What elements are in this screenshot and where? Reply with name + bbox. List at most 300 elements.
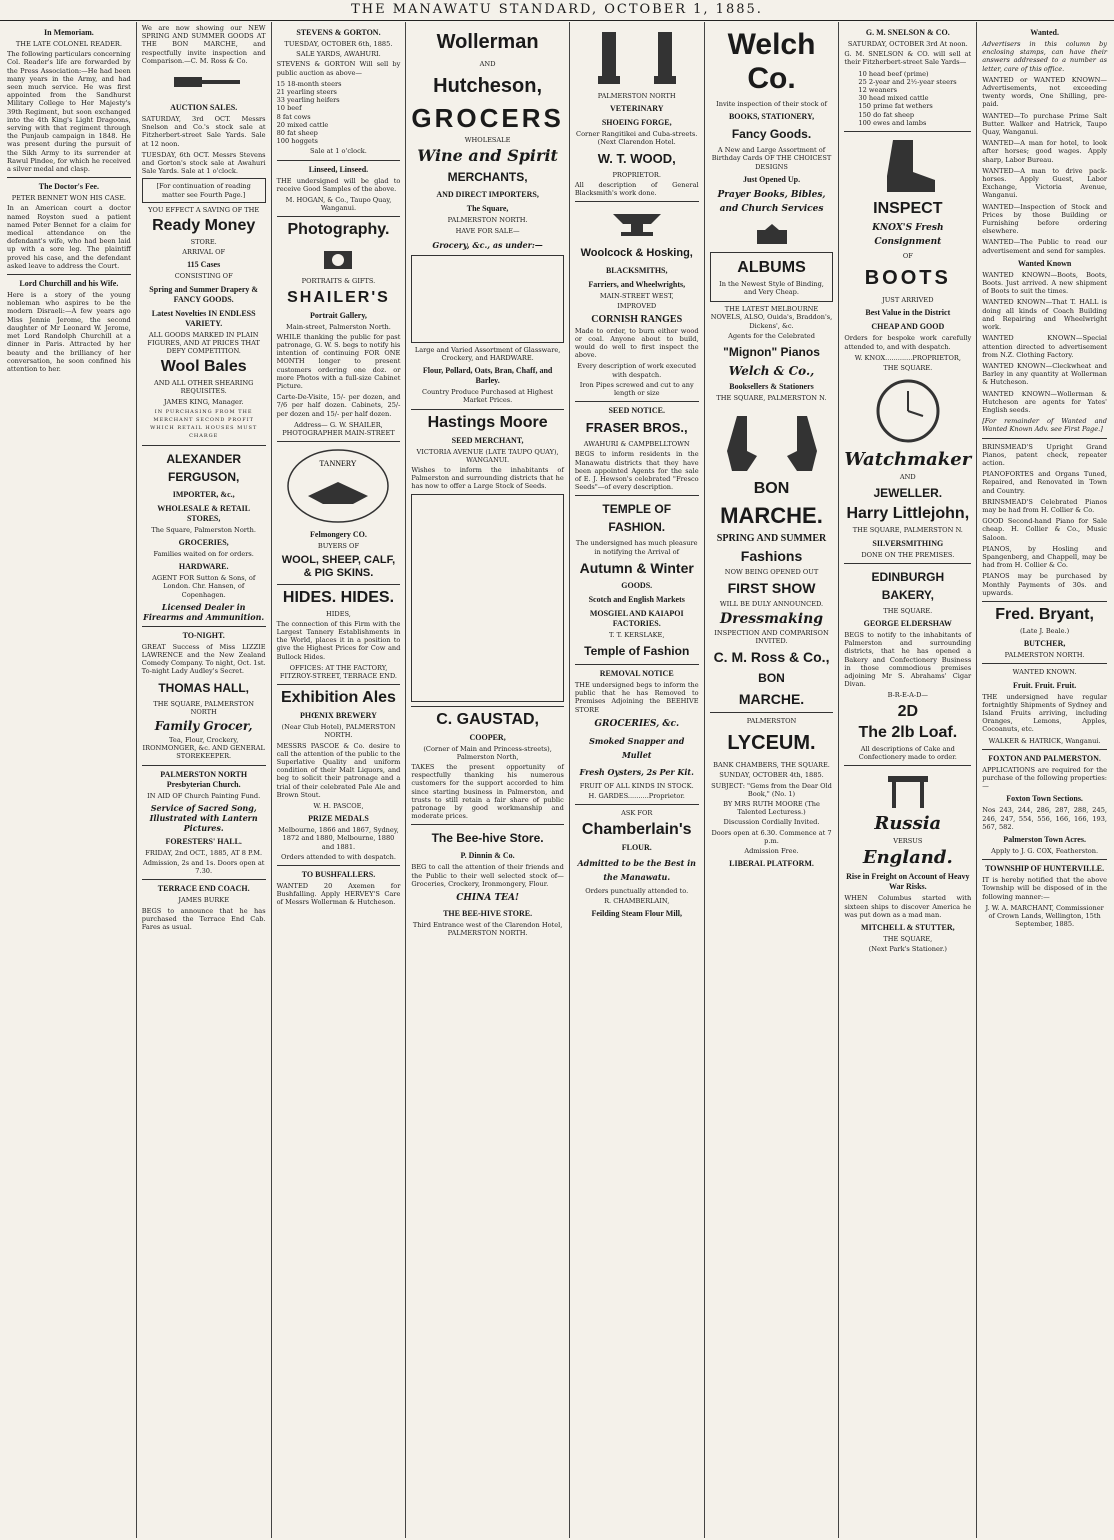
wood-name: W. T. WOOD,	[597, 150, 676, 166]
butcher-label: BUTCHER,	[1023, 639, 1066, 649]
chamberlain-name: Chamberlain's	[581, 820, 692, 838]
ferguson-groceries: GROCERIES,	[178, 537, 229, 547]
lyceum-admission: Admission Free.	[744, 847, 799, 856]
hastings-moore-name: Hastings Moore	[427, 413, 548, 431]
photography-title: Photography.	[287, 221, 390, 239]
divider	[142, 626, 266, 627]
column-7	[839, 22, 977, 1538]
walker-hatrick: WALKER & HATRICK, Wanganui.	[988, 736, 1101, 745]
jeweller-label: JEWELLER.	[873, 486, 943, 501]
mignon-agents: Agents for the Celebrated	[728, 331, 815, 340]
seed-merchant: SEED MERCHANT,	[451, 435, 524, 445]
divider	[982, 438, 1107, 439]
divider	[982, 663, 1107, 664]
list-item: PIANOS may be purchased by Monthly Payments of 30s. and upwards.	[982, 572, 1107, 597]
inspect-label: INSPECT	[873, 200, 943, 218]
camera-icon	[318, 243, 358, 273]
forge-address: Corner Rangitikei and Cuba-streets. (Next Clarendon Hotel.	[576, 130, 698, 147]
doctor-subheading: PETER BENNET WON HIS CASE.	[11, 194, 127, 203]
list-item: 8 fat cows	[276, 112, 311, 121]
fraser-text: BEGS to inform residents in the Manawatu districts that they have been appointed Agents for the sale of E. J. Hewson's celebrated "Fresco Seeds"—of every description.	[574, 450, 699, 492]
reading-note: [For continuation of reading matter see Fourth Page.]	[142, 178, 266, 202]
cases-label: 115 Cases	[187, 260, 221, 270]
thomas-hall-name: THOMAS HALL,	[158, 680, 249, 695]
rc-name: R. CHAMBERLAIN,	[604, 896, 670, 905]
boot-icon	[873, 136, 943, 196]
the-square: The Square,	[466, 204, 509, 214]
bryant-name: Fred. Bryant,	[995, 605, 1094, 623]
first-show: FIRST SHOW	[727, 580, 816, 597]
list-item: 150 prime fat wethers	[858, 102, 933, 111]
presbyterian-heading: PALMERSTON NORTH Presbyterian Church.	[160, 769, 248, 789]
list-item: WANTED—A man to drive pack-horses. Apply Guest, Labor Exchange, Victoria Avenue, Wanganui.	[982, 166, 1107, 200]
doctor-heading: The Doctor's Fee.	[38, 182, 99, 192]
pascoe-orders: Orders attended to with despatch.	[281, 852, 396, 861]
bon-marche-notice: We are now showing our NEW SPRING AND SUMMER GOODS AT THE BON MARCHE, and respectfully invite inspection and Comparison.—C. M. Ross & Co.	[141, 24, 266, 65]
list-item: WANTED KNOWN—Wollerman & Hutcheson are agents for Yates' English seeds.	[982, 389, 1107, 414]
hunterville-text: IT is hereby notified that the above Township will be disposed of in the following manner:—	[982, 876, 1107, 901]
newspaper-page	[2, 22, 1112, 1538]
wool-bales-title: Wool Bales	[160, 358, 247, 376]
stock-list	[277, 80, 401, 146]
lyceum-date: SUNDAY, OCTOBER 4th, 1885.	[719, 771, 824, 780]
country-produce: Country Produce Purchased at Highest Market Prices.	[422, 388, 554, 405]
list-item: 20 mixed cattle	[276, 120, 329, 129]
list-item: 12 weaners	[858, 86, 898, 95]
farriers-label: Farriers, and Wheelwrights,	[588, 280, 686, 290]
tonight-heading: TO-NIGHT.	[182, 630, 225, 640]
marche-label: MARCHE.	[720, 503, 823, 529]
auction-sale-2: TUESDAY, 6th OCT. Messrs Stevens and Gorton's stock sale at Awahuri Sale Yards. Sale at 1 o'clock.	[141, 150, 266, 176]
books-stationery: BOOKS, STATIONERY,	[728, 112, 815, 122]
albums-title: ALBUMS	[737, 258, 806, 276]
on-premises: DONE ON THE PREMISES.	[861, 550, 955, 559]
divider	[710, 712, 834, 713]
albums-box	[710, 252, 834, 302]
consisting-label: CONSISTING OF	[174, 272, 233, 281]
welch-invite: Invite inspection of their stock of	[716, 100, 827, 108]
chamberlain-flour: FLOUR.	[621, 842, 652, 852]
merchants-label: MERCHANTS,	[447, 170, 528, 185]
ferguson-families: Families waited on for orders.	[153, 549, 254, 558]
gardes-proprietor: H. GARDES..........Proprietor.	[588, 792, 685, 801]
ross-name: C. M. Ross & Co.,	[713, 649, 830, 666]
list-item: PIANOS, by Hosling and Spangenberg, and Chappell, may be had from H. Collier & Co.	[982, 544, 1107, 570]
freight-rise: Rise in Freight on Account of Heavy War Risks.	[846, 872, 970, 892]
beehive-title: The Bee-hive Store.	[431, 831, 544, 846]
removal-notice: REMOVAL NOTICE	[599, 669, 674, 679]
divider	[142, 445, 266, 446]
thomas-hall-address: THE SQUARE, PALMERSTON NORTH	[153, 699, 255, 716]
divider	[142, 765, 266, 766]
column-5	[570, 22, 705, 1538]
flour-label: Flour, Pollard, Oats, Bran, Chaff, and Barley.	[422, 366, 553, 386]
shailer-prices: Carte-De-Visite, 15/- per dozen, and 7/6 per half dozen. Cabinets, 25/- per dozen and 15/- per half dozen.	[276, 393, 401, 418]
divider	[411, 409, 563, 410]
foresters-hall: FORESTERS' HALL.	[165, 836, 242, 846]
welch-title	[710, 28, 834, 96]
stevens-gorton-heading: STEVENS & GORTON.	[296, 28, 381, 37]
removal-text: THE undersigned begs to inform the public that he has Removed to Premises Adjoining the BEEHIVE STORE	[574, 681, 699, 714]
presbyterian-fund: IN AID OF Church Painting Fund.	[147, 791, 261, 800]
direct-importers: AND DIRECT IMPORTERS,	[436, 190, 539, 200]
cake-note: All descriptions of Cake and Confectionery made to order.	[858, 744, 957, 761]
fashions-label: Fashions	[740, 548, 803, 565]
have-for-sale: HAVE FOR SALE—	[455, 226, 520, 235]
burke-text: BEGS to announce that he has purchased the Terrace End Cab. Fares as usual.	[141, 906, 266, 931]
divider	[277, 865, 401, 866]
concert-date: FRIDAY, 2nd OCT., 1885, AT 8 P.M.	[145, 848, 263, 857]
auction-hammer-icon	[164, 69, 244, 99]
list-item: BRINSMEAD'S Upright Grand Pianos, patent check, repeater action.	[982, 442, 1107, 467]
ferguson-wholesale: WHOLESALE & RETAIL STORES,	[157, 503, 251, 523]
silversmithing-label: SILVERSMITHING	[872, 538, 944, 548]
beehive-address: Third Entrance west of the Clarendon Hotel, PALMERSTON NORTH.	[412, 921, 563, 938]
clock-icon	[863, 376, 953, 446]
eldershaw-name: GEORGE ELDERSHAW	[863, 619, 952, 629]
prayer-books: Prayer Books, Bibles, and Church Services	[717, 189, 826, 214]
masthead: THE MANAWATU STANDARD, OCTOBER 1, 1885.	[0, 0, 1114, 21]
divider	[7, 177, 131, 178]
wanted-heading: Wanted.	[1030, 28, 1059, 37]
hides-subtitle: HIDES,	[326, 609, 351, 618]
list-item: 10 beef	[276, 104, 302, 113]
divider	[575, 664, 699, 665]
stevens-intro: STEVENS & GORTON Will sell by public auction as above—	[276, 60, 401, 77]
woolcock-street: MAIN-STREET WEST,	[599, 292, 674, 301]
divider	[844, 131, 971, 132]
kerslake-name: T. T. KERSLAKE,	[609, 630, 665, 639]
prize-medals: PRIZE MEDALS	[308, 814, 369, 824]
list-item: WANTED KNOWN—Special attention directed to advertisement from N.Z. Clothing Factory.	[982, 334, 1107, 359]
wood-proprietor: PROPRIETOR.	[612, 170, 661, 179]
edinburgh-bakery: EDINBURGH BAKERY,	[871, 569, 945, 602]
and-label: AND	[899, 473, 916, 482]
iron-pipes: Iron Pipes screwed and cut to any length or size	[579, 380, 694, 398]
store-label: STORE.	[190, 238, 217, 247]
birthday-cards: A New and Large Assortment of Birthday Cards OF THE CHOICEST DESIGNS	[711, 146, 832, 171]
temple-fashion: Temple of Fashion	[584, 644, 690, 659]
list-item: 150 do fat sheep	[858, 110, 915, 119]
autumn-winter: Autumn & Winter	[579, 559, 694, 576]
brewery-location: (Near Club Hotel), PALMERSTON NORTH.	[281, 723, 396, 740]
divider	[844, 563, 971, 564]
column-3	[272, 22, 407, 1538]
cornish-ranges: CORNISH RANGES	[591, 313, 683, 325]
fraser-name: FRASER BROS.,	[585, 420, 688, 436]
column-4	[406, 22, 569, 1538]
tannery-logo-icon	[283, 446, 393, 526]
marchant-signature: J. W. A. MARCHANT, Commissioner of Crown Lands, Wellington, 15th September, 1885.	[985, 903, 1104, 929]
work-despatch: Every description of work executed with despatch.	[577, 362, 697, 379]
mitchell-address: (Next Park's Stationer.)	[868, 945, 947, 954]
divider	[277, 584, 401, 585]
forge-town: PALMERSTON NORTH	[597, 92, 676, 100]
list-item: WANTED—To purchase Prime Salt Butter. Walker and Hatrick, Taupo Quay, Wanganui.	[982, 111, 1107, 137]
divider	[575, 401, 699, 402]
hides-text: The connection of this Firm with the Largest Tannery Establishments in the World, places it in a position to give the Highest Prices for Cow and Bullock Hides.	[276, 619, 401, 661]
knox-square: THE SQUARE.	[883, 364, 933, 373]
columbus-text: WHEN Columbus started with sixteen ships to discover America he was put down as a mad man.	[844, 894, 972, 919]
memoriam-heading: In Memoriam.	[44, 28, 94, 37]
russia-label: Russia	[874, 813, 942, 835]
being-opened: NOW BEING OPENED OUT	[724, 568, 819, 577]
chamberlain-orders: Orders punctually attended to.	[585, 886, 689, 895]
list-item: WANTED—The Public to read our advertisement and send for samples.	[982, 238, 1107, 255]
blacksmiths-label: BLACKSMITHS,	[605, 266, 668, 276]
two-d-label: 2D	[897, 702, 919, 720]
list-item: PIANOFORTES and Organs Tuned, Repaired, and Renovated in Town and Country.	[982, 470, 1107, 495]
and-label: AND	[479, 60, 496, 68]
seed-notice: SEED NOTICE.	[608, 406, 665, 416]
anvil-icon	[607, 206, 667, 240]
hides-offices: OFFICES: AT THE FACTORY, FITZROY-STREET, TERRACE END.	[279, 663, 398, 680]
fancy-goods: Fancy Goods.	[731, 127, 812, 142]
palmerston-north: PALMERSTON NORTH.	[447, 216, 528, 225]
wood-text: All description of General Blacksmith's work done.	[574, 180, 699, 198]
wool-skins: WOOL, SHEEP, CALF, & PIG SKINS.	[281, 553, 396, 579]
liberal-platform: LIBERAL PLATFORM.	[729, 859, 814, 869]
dinnin-name: P. Dinnin & Co.	[460, 851, 515, 861]
list-item: GOOD Second-hand Piano for Sale cheap. H. Collier & Co., Music Saloon.	[982, 517, 1107, 542]
list-item: 10 head beef (prime)	[858, 69, 929, 78]
lyceum-town: PALMERSTON	[746, 717, 797, 726]
divider	[277, 160, 401, 161]
divider	[575, 495, 699, 496]
saving-line: YOU EFFECT A SAVING OF THE	[148, 205, 260, 214]
auction-sale-1: SATURDAY, 3rd OCT. Messrs Snelson and Co.'s stock sale at Fitzherbert-street Sale Yards. Sale at 12 noon.	[141, 115, 266, 148]
divider	[411, 824, 563, 825]
flour-mill: Feilding Steam Flour Mill,	[591, 908, 682, 918]
fraser-address: AWAHURI & CAMPBELLTOWN	[583, 440, 690, 449]
lyceum-lecturer: BY MRS RUTH MOORE (The Talented Lecturess.)	[723, 800, 820, 817]
shailer-text: WHILE thanking the public for past patronage, G. W. S. begs to notify his intention of continuing FOR ONE MONTH longer to present customers ordering one doz. or more Photos with a full-size Cabinet Picture.	[276, 332, 401, 391]
albums-subtitle: In the Newest Style of Binding, and Very Cheap.	[719, 279, 824, 297]
boots-label: BOOTS	[864, 267, 951, 290]
snapper-label: Smoked Snapper and Mullet	[589, 735, 685, 760]
sale-location: SALE YARDS, AWAHURI.	[296, 50, 381, 59]
portraits-gifts: PORTRAITS & GIFTS.	[301, 277, 376, 286]
marche-label-2: MARCHE.	[738, 691, 805, 708]
sale-time: Sale at 1 o'clock.	[310, 147, 367, 156]
tannery-name: Felmongery CO.	[310, 530, 367, 540]
list-item: WANTED KNOWN—That T. HALL is doing all kinds of Coach Building and Repairing and Wheelwright work.	[982, 298, 1107, 332]
hastings-text: Wishes to inform the inhabitants of Palmerston and surrounding districts that he has now to offer a Large Stock of Seeds.	[411, 466, 564, 491]
booksellers-label: Booksellers & Stationers	[729, 382, 814, 392]
improved-label: IMPROVED	[617, 302, 657, 311]
snelson-text: G. M. SNELSON & CO. will sell at their Fitzherbert-street Sale Yards—	[844, 50, 972, 67]
mitchell-square: THE SQUARE,	[883, 934, 933, 943]
stool-icon	[878, 770, 938, 810]
beehive-store: THE BEE-HIVE STORE.	[443, 909, 533, 919]
list-item: 21 yearling steers	[276, 88, 337, 97]
palmerston-acres: Palmerston Town Acres.	[1003, 835, 1086, 845]
scotch-markets: Scotch and English Markets	[588, 594, 685, 604]
ready-money-title: Ready Money	[152, 217, 256, 235]
inspection-invited: INSPECTION AND COMPARISON INVITED.	[714, 628, 829, 645]
foxton-town-sections: Foxton Town Sections.	[1006, 794, 1083, 804]
snelson-stock-list	[844, 70, 971, 127]
goods-label: GOODS.	[621, 580, 653, 590]
bushfallers-heading: TO BUSHFALLERS.	[301, 869, 376, 879]
bryant-late: (Late J. Beale.)	[1019, 626, 1070, 635]
temple-text: The undersigned has much pleasure in notifying the Arrival of	[575, 539, 698, 556]
eldershaw-text: BEGS to notify to the inhabitants of Palmerston and surrounding districts, that he has opened a Bakery and Confectionery Business in those commodious premises adjoining Mr S. Abrahams' Cigar Divan.	[844, 631, 972, 689]
divider	[277, 684, 401, 685]
wines-spirits-table	[411, 255, 563, 343]
vertical-slogan: IN PURCHASING FROM THE MERCHANT SECOND PROFIT WHICH RETAIL HOUSES MUST CHARGE	[150, 408, 258, 440]
spring-summer: SPRING AND SUMMER	[716, 533, 827, 545]
pascoe-text: MESSRS PASCOE & Co. desire to call the attention of the public to the Superlative Quality and uniform condition of their Malt Liquors, and beg to solicit their patronage and a trial of their celebrated Pale Ale and Brown Stout.	[276, 741, 401, 799]
family-grocer: Family Grocer,	[154, 718, 253, 733]
linseed-heading: Linseed, Linseed.	[308, 164, 369, 174]
list-item: WANTED KNOWN—Boots, Boots, Boots. Just arrived. A new shipment of Boots to suit the times.	[982, 270, 1107, 296]
terrace-coach-heading: TERRACE END COACH.	[157, 884, 250, 894]
applications-text: APPLICATIONS are required for the purchase of the following properties:—	[982, 765, 1107, 791]
hogan-signature: M. HOGAN, & Co., Taupo Quay, Wanganui.	[285, 196, 392, 213]
linseed-text: THE undersigned will be glad to receive Good Samples of the above.	[276, 176, 401, 193]
divider	[982, 749, 1107, 750]
list-item: 33 yearling heifers	[276, 96, 340, 105]
list-item: 80 fat sheep	[276, 129, 318, 138]
portrait-gallery: Portrait Gallery,	[310, 310, 367, 320]
memoriam-article: The following particulars concerning Col. Reader's life are forwarded by the Press Association:—He had been many years in the Army, and had seen much service. He was first appointed from the Sandhurst Military College to Her Majesty's 39th Regiment, but soon exchanged into the 4th King's Light Dragoons, serving with that regiment through the Punjaub campaign in 1848. He was present during the pursuit of the Sikh Army to its surrender at Rawul Pindee, for which he received a silver medal and clasp.	[7, 50, 131, 174]
bon-label: BON	[753, 480, 790, 498]
groceries-label: GROCERIES, &c.	[594, 718, 680, 729]
ferguson-agent: AGENT FOR Sutton & Sons, of London. Chr. Hansen, of Copenhagen.	[152, 574, 256, 599]
phoenix-brewery: PHŒNIX BREWERY	[300, 711, 377, 721]
arrival-label: ARRIVAL OF	[182, 248, 226, 257]
medal-years: Melbourne, 1866 and 1867, Sydney, 1872 and 1880, Melbourne, 1880 and 1881.	[278, 826, 399, 851]
column-2	[137, 22, 272, 1538]
list-item: WANTED or WANTED KNOWN—Advertisements, not exceeding twenty words, One Shilling, pre-paid.	[982, 75, 1107, 109]
foxton-numbers: Nos 243, 244, 286, 287, 288, 245, 246, 247, 554, 556, 166, 166, 193, 567, 582.	[982, 806, 1107, 831]
shearing-label: AND ALL OTHER SHEARING REQUISITES.	[153, 379, 254, 396]
temple-title: TEMPLE OF FASHION.	[602, 502, 672, 535]
dinnin-text: BEG to call the attention of their friends and the Public to their well selected stock of— Groceries, Crockery, Ironmongery, Flour.	[411, 863, 564, 888]
glassware-label: Large and Varied Assortment of Glassware, Crockery, and HARDWARE.	[414, 345, 561, 363]
fruit-label: FRUIT OF ALL KINDS IN STOCK.	[579, 781, 694, 790]
welch-signature: Welch & Co.,	[728, 364, 815, 379]
ferguson-licensed: Licensed Dealer in Firearms and Ammunition.	[143, 601, 265, 622]
divider	[277, 216, 401, 217]
hutcheson-name: Hutcheson,	[433, 75, 543, 98]
foxton-heading: FOXTON AND PALMERSTON.	[988, 753, 1101, 763]
snelson-date: SATURDAY, OCTOBER 3rd At noon.	[847, 40, 968, 48]
bon-label-2: BON	[758, 671, 785, 686]
column-8	[977, 22, 1112, 1538]
drapery-label: Spring and Summer Drapery & FANCY GOODS.	[149, 284, 259, 304]
divider	[575, 201, 699, 202]
ask-for: ASK FOR	[621, 809, 653, 818]
knox-consignment: KNOX'S Fresh Consignment	[872, 223, 944, 248]
shailer-address: Address— G. W. SHAILER, PHOTOGRAPHER MAIN-STREET	[282, 420, 395, 438]
shailer-name: SHAILER'S	[287, 288, 390, 306]
best-value: Best Value in the District	[865, 308, 951, 318]
of-label: OF	[902, 252, 913, 261]
list-item: BRINSMEAD'S Celebrated Pianos may be had from H. Collier & Co.	[982, 497, 1107, 514]
column-1	[2, 22, 137, 1538]
buyers-of: BUYERS OF	[317, 542, 360, 551]
bread-label: B-R-E-A-D—	[887, 691, 929, 700]
wine-spirit: Wine and Spirit	[417, 146, 558, 166]
fruit-heading: Fruit. Fruit. Fruit.	[1012, 680, 1077, 690]
hastings-address: VICTORIA AVENUE (LATE TAUPO QUAY), WANGANUI.	[416, 447, 559, 464]
lyceum-address: BANK CHAMBERS, THE SQUARE.	[713, 761, 830, 770]
versus-label: VERSUS	[893, 837, 923, 846]
list-item: 100 ewes and lambs	[858, 118, 927, 127]
column-6	[705, 22, 840, 1538]
mignon-pianos: "Mignon" Pianos	[723, 345, 820, 360]
welch-address: THE SQUARE, PALMERSTON N.	[716, 394, 827, 403]
list-item: 15 18-month steers	[276, 79, 342, 88]
ferguson-address: The Square, Palmerston North.	[151, 525, 256, 534]
axemen-text: WANTED 20 Axemen for Bushfalling. Apply HERVEY'S Care of Messrs Wollerman & Hutcheson.	[276, 881, 401, 907]
littlejohn-address: THE SQUARE, PALMERSTON N.	[852, 526, 963, 535]
pointing-hands-icon	[717, 406, 827, 476]
china-tea: CHINA TEA!	[456, 893, 519, 904]
wanted-known-heading: Wanted Known	[1017, 258, 1072, 268]
mosgiel-factories: MOSGIEL AND KAIAPOI FACTORIES.	[589, 608, 684, 628]
lyceum-title: LYCEUM.	[727, 732, 816, 755]
welch-co: Co.	[747, 62, 796, 95]
cox-apply: Apply to J. G. COX, Featherston.	[991, 847, 1099, 856]
divider	[982, 601, 1107, 602]
dressmaking-label: Dressmaking	[719, 610, 824, 627]
memoriam-subheading: THE LATE COLONEL READER.	[15, 40, 122, 48]
fruit-text: THE undersigned have regular fortnightly Shipments of Sydney and Island Fruits arriving, including Oranges, Lemons, Apples, Cocoanuts, etc.	[982, 692, 1107, 734]
shoeing-forge: SHOEING FORGE,	[601, 118, 672, 128]
list-item: WANTED—Inspection of Stock and Prices by those Building or Furnishing before ordering elsewhere.	[982, 202, 1107, 236]
welch-name: Welch	[727, 28, 816, 61]
concert-admission: Admission, 2s and 1s. Doors open at 7.30.	[142, 858, 265, 876]
cornish-text: Made to order, to burn either wood or coal. Anyone about to build, would do well to first inspect the above.	[574, 326, 699, 360]
duly-announced: WILL BE DULY ANNOUNCED.	[719, 600, 824, 609]
ferguson-hardware: HARDWARE.	[178, 562, 229, 572]
divider	[7, 274, 131, 275]
knox-proprietor: W. KNOX.............PROPRIETOR,	[854, 353, 961, 362]
seed-list-box	[411, 494, 563, 702]
mitchell-stutter: MITCHELL & STUTTER,	[861, 922, 955, 932]
admitted-best: Admitted to be the Best in the Manawatu.	[577, 857, 696, 882]
lyceum-doors: Doors open at 6.30. Commence at 7 p.m.	[711, 828, 832, 845]
bespoke-text: Orders for bespoke work carefully attended to, and with despatch.	[844, 334, 972, 351]
woolcock-name: Woolcock & Hosking,	[580, 247, 693, 260]
lyceum-discussion: Discussion Cordially Invited.	[723, 818, 820, 827]
divider	[411, 706, 563, 707]
sale-date: TUESDAY, OCTOBER 6th, 1885.	[284, 40, 393, 48]
burke-name: JAMES BURKE	[178, 896, 230, 905]
list-item: 30 head mixed cattle	[858, 94, 929, 103]
lyceum-subject: SUBJECT: "Gems from the Dear Old Book," (No. 1)	[711, 781, 832, 798]
divider	[982, 859, 1107, 860]
list-item: WANTED—A man for hotel, to look after horses; good wages. Apply sharp, Labor Bureau.	[982, 139, 1107, 164]
grocery-list: Grocery, &c., as under:—	[432, 239, 543, 250]
england-label: England.	[862, 847, 953, 869]
grocers-title: GROCERS	[411, 103, 564, 134]
tonight-text: GREAT Success of Miss LIZZIE LAWRENCE and the New Zealand Comedy Company. To night, Oct. 1st. To-night Lady Audley's Secret.	[141, 642, 266, 676]
just-opened: Just Opened Up.	[742, 174, 801, 184]
snelson-heading: G. M. SNELSON & CO.	[865, 28, 950, 37]
loaf-label: The 2lb Loaf.	[858, 723, 958, 741]
list-item: 25 2-year and 2½-year steers	[858, 77, 957, 86]
wanted-note: Advertisers in this column by enclosing stamps, can have their answers addressed to a number as letter, care of this office.	[982, 40, 1107, 73]
gallery-address: Main-street, Palmerston North.	[286, 322, 391, 331]
exhibition-ales: Exhibition Ales	[280, 689, 396, 707]
pascoe-name: W. H. PASCOE,	[313, 801, 364, 810]
list-item: WANTED KNOWN—Cleckwheat and Barley in any quantity at Wollerman & Hutcheson.	[982, 361, 1107, 387]
hunterville-heading: TOWNSHIP OF HUNTERVILLE.	[985, 864, 1105, 874]
